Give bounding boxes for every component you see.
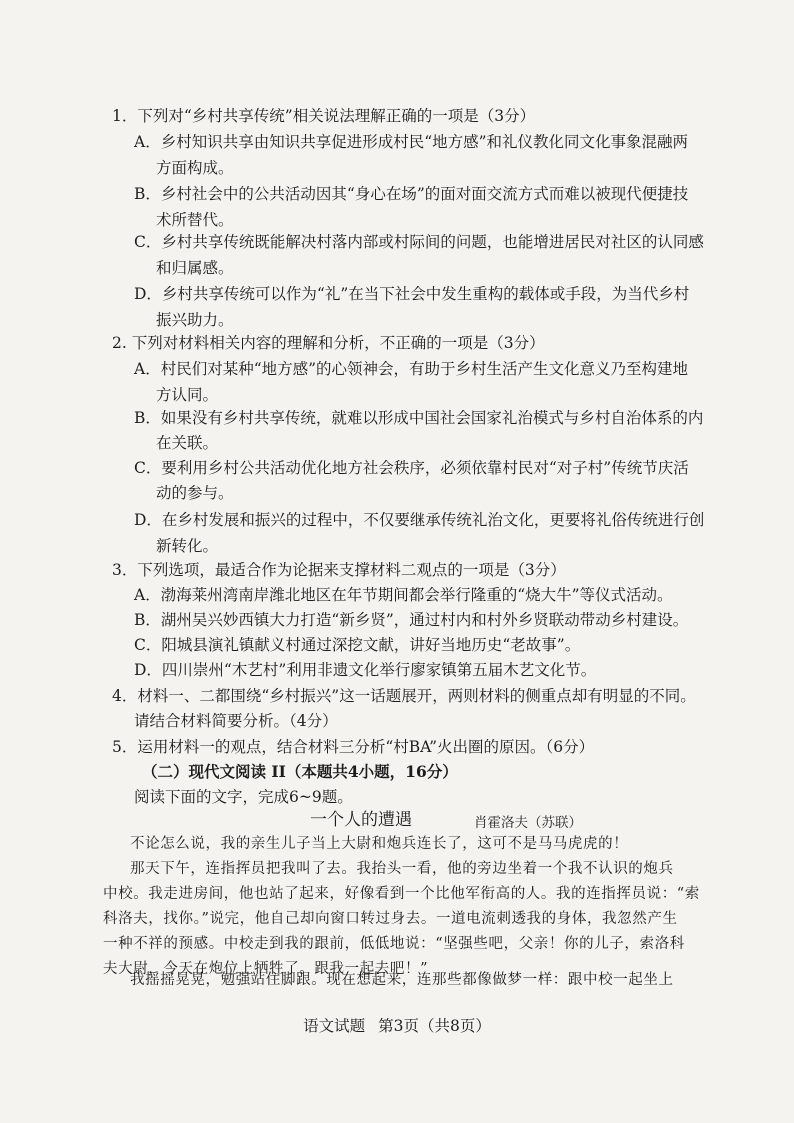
q2-option-b-cont: 在关联。 [156,434,219,452]
q1-option-d: D．乡村共享传统可以作为“礼”在当下社会中发生重构的载体或手段，为当代乡村 [134,285,690,303]
q4-stem: 4．材料一、二都围绕“乡村振兴”这一话题展开，两则材料的侧重点却有明显的不同。 [112,687,696,705]
section-heading: （二）现代文阅读 II（本题共4小题，16分） [142,762,458,781]
section-prompt: 阅读下面的文字，完成6~9题。 [134,788,353,806]
q1-option-a: A．乡村知识共享由知识共享促进形成村民“地方感”和礼仪教化同文化事象混融两 [134,133,689,151]
q2-option-d-cont: 新转化。 [156,537,219,555]
q3-stem: 3．下列选项，最适合作为论据来支撑材料二观点的一项是（3分） [112,561,566,579]
story-line: 我摇摇晃晃，勉强站住脚跟。现在想起来，连那些都像做梦一样：跟中校一起坐上 [130,972,674,988]
q5-stem: 5．运用材料一的观点，结合材料三分析“村BA”火出圈的原因。（6分） [112,738,595,756]
footer-subject: 语文试题 [303,1017,366,1035]
q1-option-c: C．乡村共享传统既能解决村落内部或村际间的问题，也能增进居民对社区的认同感 [134,233,704,251]
q2-option-a: A．村民们对某种“地方感”的心领神会，有助于乡村生活产生文化意义乃至构建地 [134,360,689,378]
story-line: 那天下午，连指挥员把我叫了去。我抬头一看，他的旁边坐着一个我不认识的炮兵 [130,861,674,877]
q1-stem: 1．下列对“乡村共享传统”相关说法理解正确的一项是（3分） [112,107,536,125]
q2-option-a-cont: 方认同。 [156,386,219,404]
story-line: 一种不祥的预感。中校走到我的跟前，低低地说：“坚强些吧，父亲！你的儿子，索洛科 [103,936,685,952]
q1-option-d-cont: 振兴助力。 [156,311,234,329]
q2-option-c-cont: 动的参与。 [156,484,234,502]
story-title: 一个人的遭遇 [310,810,412,830]
q1-option-b-cont: 术所替代。 [156,211,234,229]
story-line: 中校。我走进房间，他也站了起来，好像看到一个比他军衔高的人。我的连指挥员说：“索 [103,886,700,902]
story-line: 不论怎么说，我的亲生儿子当上大尉和炮兵连长了，这可不是马马虎虎的！ [130,836,629,852]
q4-stem-cont: 请结合材料简要分析。（4分） [134,712,338,730]
footer-page-number: 第3页（共8页） [378,1017,491,1035]
q3-option-b: B．湖州吴兴妙西镇大力打造“新乡贤”，通过村内和村外乡贤联动带动乡村建设。 [134,611,689,629]
q3-option-d: D．四川崇州“木艺村”利用非遗文化举行廖家镇第五届木艺文化节。 [134,661,597,679]
q3-option-c: C．阳城县演礼镇献义村通过深挖文献，讲好当地历史“老故事”。 [134,636,581,654]
q3-option-a: A．渤海莱州湾南岸潍北地区在年节期间都会举行隆重的“烧大牛”等仪式活动。 [134,586,673,604]
page-footer [0,1014,794,1036]
q1-option-b: B．乡村社会中的公共活动因其“身心在场”的面对面交流方式而难以被现代便捷技 [134,185,689,203]
story-line: 科洛夫，找你。”说完，他自己却向窗口转过身去。一道电流刺透我的身体，我忽然产生 [103,911,678,927]
q2-option-d: D．在乡村发展和振兴的过程中，不仅要继承传统礼治文化，更要将礼俗传统进行创 [134,511,705,529]
story-author: 肖霍洛夫（苏联） [474,815,582,831]
q2-stem: 2. 下列对材料相关内容的理解和分析，不正确的一项是（3分） [112,334,545,352]
q1-option-c-cont: 和归属感。 [156,259,234,277]
q2-option-c: C．要利用乡村公共活动优化地方社会秩序，必须依靠村民对“对子村”传统节庆活 [134,459,689,477]
q2-option-b: B．如果没有乡村共享传统，就难以形成中国社会国家礼治模式与乡村自治体系的内 [134,409,704,427]
q1-option-a-cont: 方面构成。 [156,159,234,177]
story-line: 夫大尉，今天在炮位上牺牲了。跟我一起去吧！” [103,961,429,977]
